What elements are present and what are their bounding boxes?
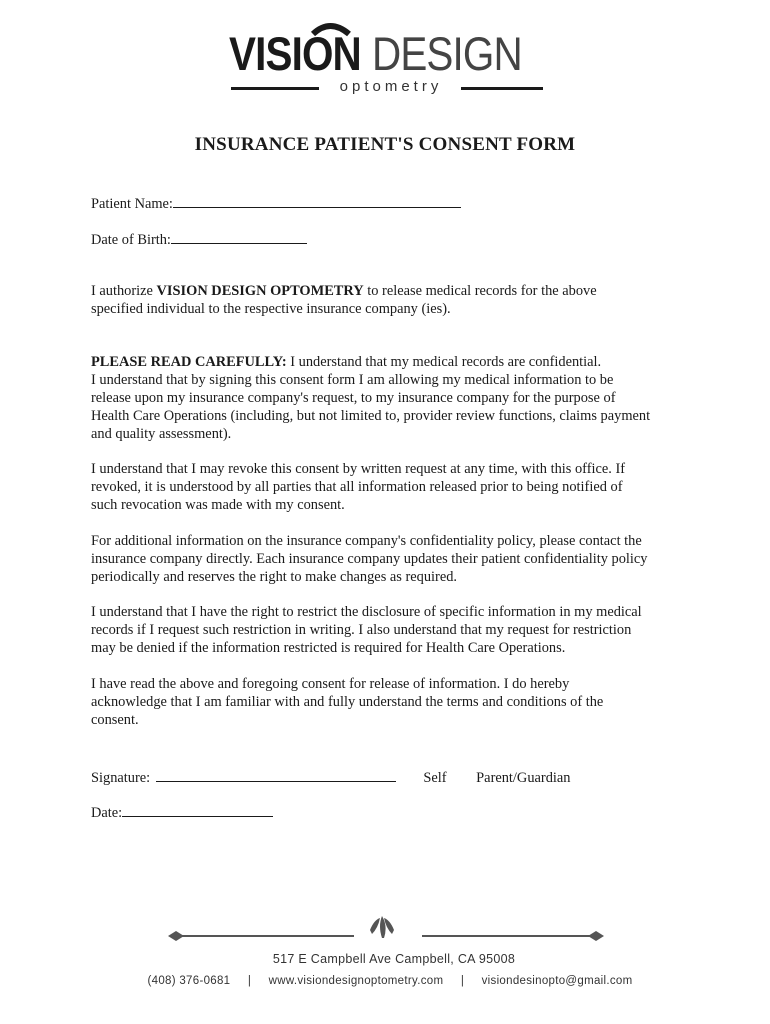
- signature-field[interactable]: [156, 767, 396, 782]
- acknowledgement-paragraph: [91, 675, 691, 729]
- paragraph-line: insurance company directly. Each insurance company updates their patient confidentiality policy: [91, 551, 648, 567]
- authorize-company: VISION DESIGN OPTOMETRY: [156, 283, 364, 299]
- paragraph-line: I understand that I may revoke this consent by written request at any time, with this office. If: [91, 461, 626, 477]
- additional-info-paragraph: [91, 532, 691, 586]
- self-option[interactable]: Self: [423, 770, 447, 786]
- footer-website-link[interactable]: www.visiondesignoptometry.com: [268, 975, 444, 987]
- restriction-paragraph: [91, 603, 691, 657]
- paragraph-line: I have read the above and foregoing consent for release of information. I do hereby: [91, 676, 570, 692]
- paragraph-line: such revocation was made with my consent.: [91, 497, 345, 513]
- logo: [225, 18, 545, 98]
- paragraph-line: consent.: [91, 712, 139, 728]
- dob-field[interactable]: [171, 229, 307, 244]
- revoke-paragraph: [91, 460, 691, 514]
- please-read-line2: I understand that by signing this consent form I am allowing my medical information to be: [91, 372, 614, 388]
- eye-icon: [307, 20, 353, 78]
- logo-rule-right: [461, 87, 543, 90]
- date-field[interactable]: [122, 802, 273, 817]
- patient-name-row: [91, 193, 691, 213]
- footer-email-link[interactable]: visiondesinopto@gmail.com: [481, 975, 633, 987]
- form-title: INSURANCE PATIENT'S CONSENT FORM: [194, 134, 576, 155]
- please-read-line3: release upon my insurance company's request, to my insurance company for the purpose of: [91, 390, 616, 406]
- dob-row: [91, 229, 691, 249]
- patient-name-field[interactable]: [173, 193, 461, 208]
- signature-label: Signature:: [91, 770, 151, 786]
- paragraph-line: I understand that I have the right to restrict the disclosure of specific information in my medical: [91, 604, 642, 620]
- footer-address: 517 E Campbell Ave Campbell, CA 95008: [272, 952, 516, 966]
- logo-rule-left: [231, 87, 319, 90]
- footer-ornament-icon: [168, 916, 608, 946]
- parent-guardian-option[interactable]: Parent/Guardian: [476, 770, 571, 786]
- please-read-paragraph: [91, 353, 701, 443]
- paragraph-line: may be denied if the information restricted is required for Health Care Operations.: [91, 640, 566, 656]
- logo-word-vision: VISION: [229, 27, 361, 80]
- footer-separator: |: [460, 975, 465, 987]
- authorize-suffix: to release medical records for the above: [363, 283, 597, 299]
- please-read-heading: PLEASE READ CAREFULLY:: [91, 354, 287, 370]
- date-row: [91, 802, 691, 822]
- authorize-line2: specified individual to the respective insurance company (ies).: [91, 301, 451, 317]
- footer-contact: [0, 975, 770, 987]
- paragraph-line: revoked, it is understood by all parties that all information released prior to being notified of: [91, 479, 623, 495]
- footer-separator: |: [247, 975, 252, 987]
- signature-row: [91, 767, 691, 787]
- please-read-line4: Health Care Operations (including, but not limited to, provider review functions, claims payment: [91, 408, 651, 424]
- date-label: Date:: [91, 805, 123, 821]
- paragraph-line: acknowledge that I am familiar with and fully understand the terms and conditions of the: [91, 694, 604, 710]
- paragraph-line: records if I request such restriction in writing. I also understand that my request for restriction: [91, 622, 632, 638]
- paragraph-line: For additional information on the insurance company's confidentiality policy, please contact the: [91, 533, 642, 549]
- please-read-line1: I understand that my medical records are confidential.: [286, 354, 602, 370]
- dob-label: Date of Birth:: [91, 232, 171, 248]
- footer-phone[interactable]: (408) 376-0681: [147, 975, 231, 987]
- patient-name-label: Patient Name:: [91, 196, 173, 212]
- authorization-paragraph: [91, 282, 691, 318]
- please-read-line5: and quality assessment).: [91, 426, 232, 442]
- paragraph-line: periodically and reserves the right to make changes as required.: [91, 569, 458, 585]
- logo-subtitle: optometry: [339, 78, 443, 95]
- authorize-prefix: I authorize: [91, 283, 157, 299]
- logo-word-design: DESIGN: [372, 27, 522, 80]
